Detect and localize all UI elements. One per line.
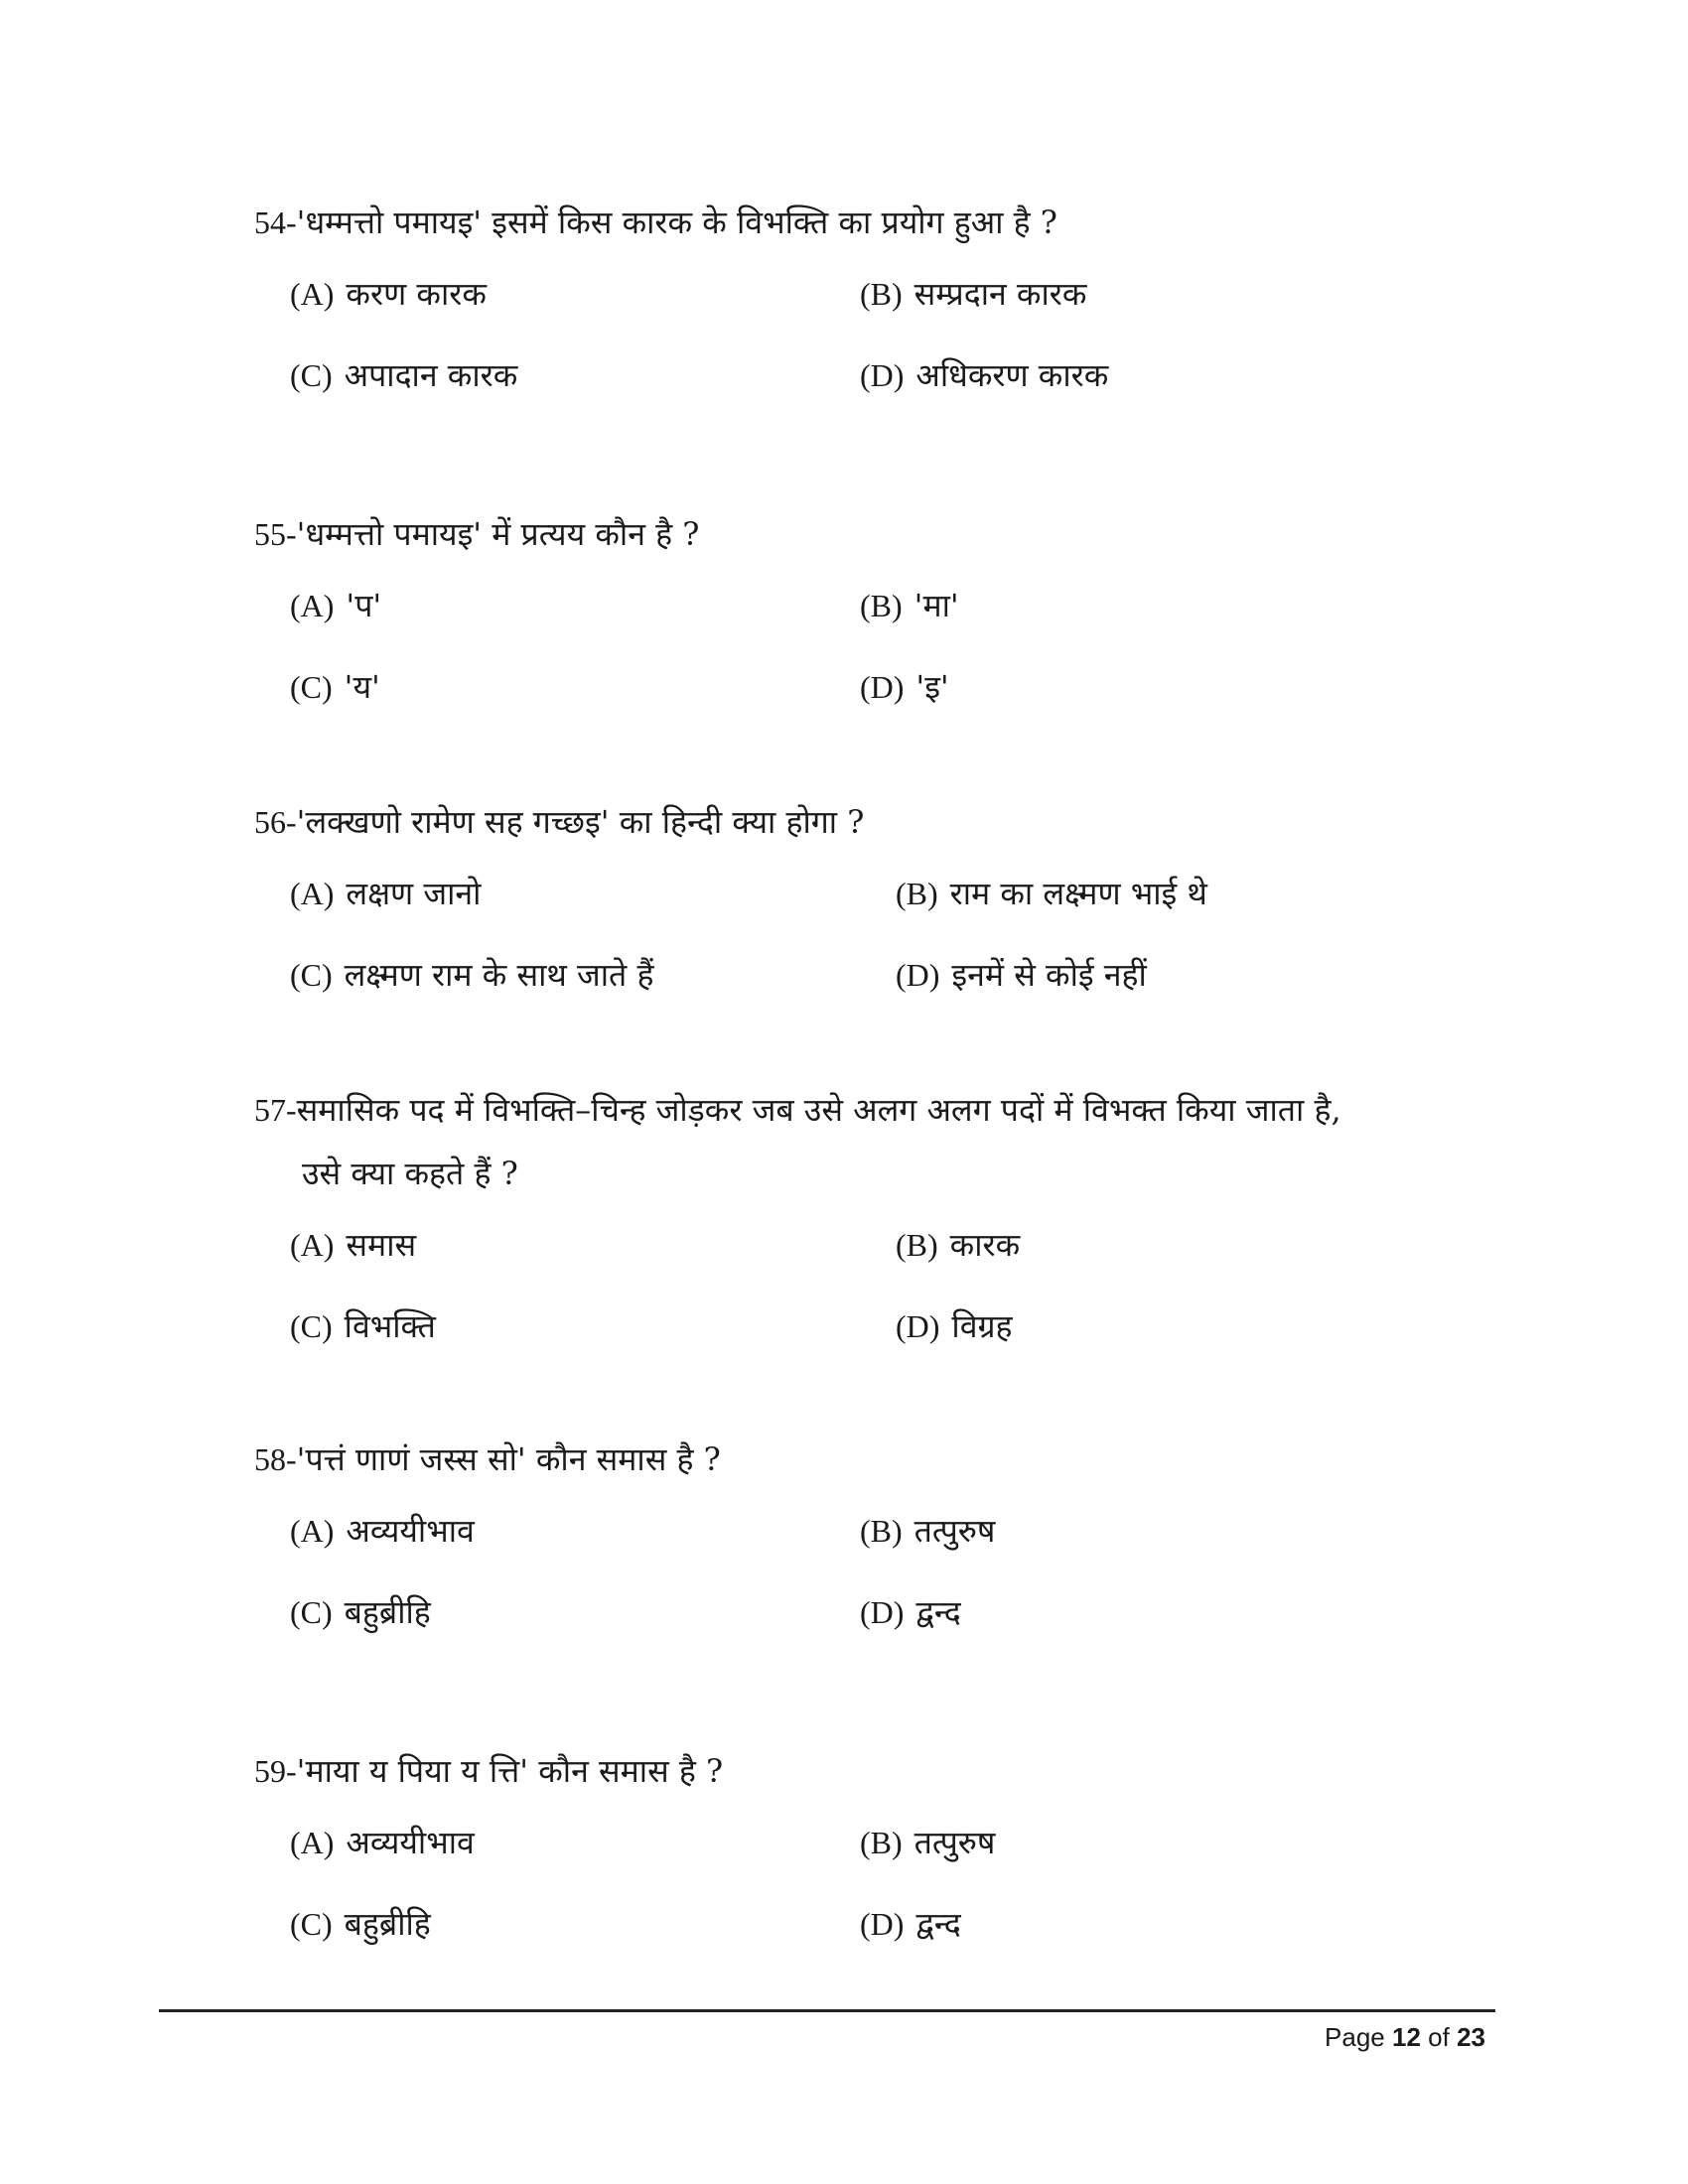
options — [254, 1503, 1485, 1666]
option-a — [290, 1503, 475, 1559]
option-text: बहुब्रीहि — [344, 1593, 431, 1631]
options — [254, 866, 1485, 1028]
option-c — [290, 659, 380, 715]
question-text — [254, 191, 1485, 254]
option-label: (B) — [860, 1513, 903, 1549]
option-label: (D) — [896, 957, 940, 993]
question-number: 56- — [254, 804, 297, 840]
option-a — [290, 1815, 475, 1870]
option-a — [290, 266, 487, 322]
option-text: करण कारक — [346, 275, 487, 313]
option-a — [290, 866, 481, 921]
page-number — [1325, 2019, 1485, 2055]
option-label: (C) — [290, 1308, 333, 1344]
options — [254, 1217, 1485, 1380]
option-c — [290, 1584, 431, 1640]
option-text: द्वन्द — [915, 1905, 961, 1943]
option-label: (B) — [860, 1825, 903, 1860]
question-stem-continued: उसे क्या कहते हैं ? — [302, 1155, 518, 1192]
question-number: 57- — [254, 1092, 297, 1128]
question-text — [254, 1739, 1485, 1803]
option-b — [860, 266, 1086, 322]
option-d — [896, 947, 1147, 1003]
option-text: विग्रह — [951, 1307, 1013, 1345]
option-text: लक्ष्मण राम के साथ जाते हैं — [344, 956, 654, 994]
footer-divider — [159, 2009, 1495, 2012]
option-label: (D) — [860, 669, 905, 705]
total-pages: 23 — [1457, 2022, 1485, 2052]
option-label: (D) — [896, 1308, 940, 1344]
option-text: बहुब्रीहि — [344, 1905, 431, 1943]
option-text: 'इ' — [915, 668, 949, 706]
option-text: अव्ययीभाव — [346, 1512, 475, 1550]
option-c — [290, 947, 653, 1003]
option-d — [860, 659, 949, 715]
option-c — [290, 347, 517, 403]
option-label: (B) — [860, 588, 903, 623]
option-text: अपादान कारक — [344, 356, 518, 394]
question-54 — [254, 191, 1485, 429]
option-d — [860, 1584, 961, 1640]
option-b — [860, 578, 959, 633]
option-text: कारक — [949, 1226, 1021, 1264]
option-text: सम्प्रदान कारक — [914, 275, 1087, 313]
option-text: विभक्ति — [344, 1307, 436, 1345]
question-56 — [254, 790, 1485, 1028]
option-text: अव्ययीभाव — [346, 1824, 475, 1861]
option-text: इनमें से कोई नहीं — [951, 956, 1147, 994]
option-b — [860, 1503, 995, 1559]
options — [254, 266, 1485, 429]
question-stem: 'लक्खणो रामेण सह गच्छइ' का हिन्दी क्या होगा ? — [296, 803, 865, 841]
option-b — [896, 866, 1207, 921]
option-label: (C) — [290, 957, 333, 993]
question-59 — [254, 1739, 1485, 1978]
option-label: (C) — [290, 669, 333, 705]
option-label: (A) — [290, 1513, 335, 1549]
option-d — [896, 1298, 1013, 1354]
option-d — [860, 347, 1108, 403]
option-a — [290, 578, 381, 633]
option-text: तत्पुरुष — [914, 1824, 996, 1861]
option-text: द्वन्द — [915, 1593, 961, 1631]
option-text: 'मा' — [914, 587, 959, 624]
option-b — [860, 1815, 995, 1870]
option-label: (D) — [860, 357, 905, 393]
question-55 — [254, 502, 1485, 741]
option-text: राम का लक्ष्मण भाई थे — [949, 875, 1207, 912]
question-text — [254, 1078, 1485, 1205]
option-text: 'प' — [346, 587, 382, 624]
question-57 — [254, 1078, 1485, 1380]
option-text: अधिकरण कारक — [915, 356, 1109, 394]
current-page: 12 — [1392, 2022, 1421, 2052]
option-d — [860, 1896, 961, 1952]
page-word: Page — [1325, 2022, 1385, 2052]
question-number: 54- — [254, 205, 297, 240]
question-text — [254, 1428, 1485, 1491]
option-label: (A) — [290, 588, 335, 623]
question-number: 55- — [254, 516, 297, 552]
option-c — [290, 1298, 436, 1354]
option-text: 'य' — [344, 668, 380, 706]
option-label: (A) — [290, 276, 335, 312]
option-a — [290, 1217, 416, 1273]
option-label: (C) — [290, 1906, 333, 1942]
question-number: 59- — [254, 1753, 297, 1789]
options — [254, 1815, 1485, 1978]
option-c — [290, 1896, 431, 1952]
question-58 — [254, 1428, 1485, 1666]
option-label: (B) — [860, 276, 903, 312]
question-stem: 'धम्मत्तो पमायइ' इसमें किस कारक के विभक्ति का प्रयोग हुआ है ? — [296, 204, 1057, 241]
option-label: (A) — [290, 876, 335, 911]
question-stem: 'पत्तं णाणं जस्स सो' कौन समास है ? — [296, 1440, 721, 1478]
option-label: (A) — [290, 1227, 335, 1263]
option-label: (D) — [860, 1594, 905, 1630]
options — [254, 578, 1485, 741]
question-stem: समासिक पद में विभक्ति–चिन्ह जोड़कर जब उसे अलग अलग पदों में विभक्त किया जाता है, — [296, 1091, 1341, 1129]
question-text — [254, 502, 1485, 566]
option-text: लक्षण जानो — [346, 875, 482, 912]
option-text: तत्पुरुष — [914, 1512, 996, 1550]
of-word: of — [1428, 2022, 1450, 2052]
option-label: (B) — [896, 1227, 938, 1263]
option-label: (C) — [290, 1594, 333, 1630]
question-stem: 'माया य पिया य त्ति' कौन समास है ? — [296, 1752, 724, 1790]
question-stem: 'धम्मत्तो पमायइ' में प्रत्यय कौन है ? — [296, 515, 700, 553]
option-label: (C) — [290, 357, 333, 393]
option-label: (B) — [896, 876, 938, 911]
option-label: (A) — [290, 1825, 335, 1860]
question-text — [254, 790, 1485, 854]
option-b — [896, 1217, 1020, 1273]
question-number: 58- — [254, 1441, 297, 1477]
option-text: समास — [346, 1226, 417, 1264]
option-label: (D) — [860, 1906, 905, 1942]
